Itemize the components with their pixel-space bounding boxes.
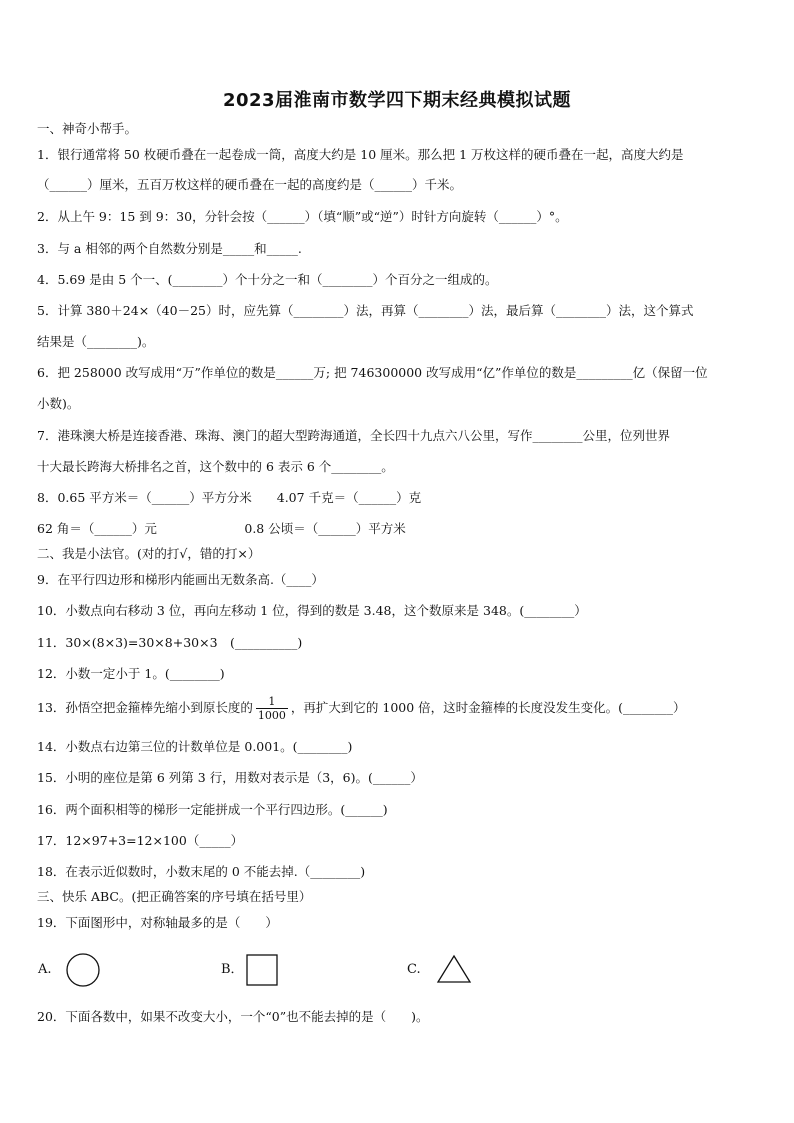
page-title: 2023届淮南市数学四下期末经典模拟试题 xyxy=(222,90,572,111)
question-8-line-1: 8．0.65 平方米＝（______）平方分米 4.07 千克＝（______）克 xyxy=(37,490,422,505)
question-13-prefix: 13．孙悟空把金箍棒先缩小到原长度的 xyxy=(37,700,253,715)
section-heading-1: 一、神奇小帮手。 xyxy=(37,121,138,136)
triangle-shape-icon xyxy=(437,955,473,985)
question-13 xyxy=(37,693,759,723)
question-6-line-2: 小数)。 xyxy=(37,396,80,411)
question-13-suffix: ，再扩大到它的 1000 倍，这时金箍棒的长度没发生变化。(________） xyxy=(290,700,686,715)
question-3: 3．与 a 相邻的两个自然数分别是_____和_____. xyxy=(37,241,302,256)
fraction-numerator: 1 xyxy=(256,695,288,709)
question-17: 17．12×97+3=12×100（_____） xyxy=(37,833,244,848)
section-heading-3: 三、快乐 ABC。(把正确答案的序号填在括号里） xyxy=(37,889,312,904)
question-14: 14．小数点右边第三位的计数单位是 0.001。(________) xyxy=(37,739,353,754)
option-a-label: A. xyxy=(38,962,52,977)
question-19: 19．下面图形中，对称轴最多的是（ ） xyxy=(37,915,278,930)
fraction-denominator: 1000 xyxy=(257,709,286,722)
question-5-line-2: 结果是（________)。 xyxy=(37,334,155,349)
circle-shape-icon xyxy=(66,953,102,989)
question-18: 18．在表示近似数时，小数末尾的 0 不能去掉.（________) xyxy=(37,864,366,879)
question-12: 12．小数一定小于 1。(________) xyxy=(37,666,225,681)
question-20: 20．下面各数中，如果不改变大小，一个“0”也不能去掉的是（ )。 xyxy=(37,1009,429,1024)
question-11: 11．30×(8×3)=30×8+30×3 (__________) xyxy=(37,635,303,650)
question-7-line-2: 十大最长跨海大桥排名之首，这个数中的 6 表示 6 个________。 xyxy=(37,459,394,474)
question-5-line-1: 5．计算 380＋24×（40－25）时，应先算（________）法，再算（________）法，最后算（________）法，这个算式 xyxy=(37,303,694,318)
question-1-line-2: （______）厘米，五百万枚这样的硬币叠在一起的高度约是（______）千米。 xyxy=(37,177,463,192)
question-10: 10．小数点向右移动 3 位，再向左移动 1 位，得到的数是 3.48，这个数原来是 348。(________） xyxy=(37,603,587,618)
question-2: 2．从上午 9：15 到 9：30，分针会按（______）（填“顺”或“逆”）时针方向旋转（______）°。 xyxy=(37,209,568,224)
question-8-line-2: 62 角＝（______）元 0.8 公顷＝（______）平方米 xyxy=(37,521,406,536)
question-7-line-1: 7．港珠澳大桥是连接香港、珠海、澳门的超大型跨海通道，全长四十九点六八公里，写作________公里，位列世界 xyxy=(37,428,670,443)
question-1-line-1: 1．银行通常将 50 枚硬币叠在一起卷成一筒，高度大约是 10 厘米。那么把 1 万枚这样的硬币叠在一起，高度大约是 xyxy=(37,147,684,162)
question-16: 16．两个面积相等的梯形一定能拼成一个平行四边形。(______) xyxy=(37,802,388,817)
fraction-one-thousandth xyxy=(256,695,288,722)
question-4: 4．5.69 是由 5 个一、(________）个十分之一和（________）个百分之一组成的。 xyxy=(37,272,498,287)
option-c-label: C. xyxy=(407,962,421,977)
option-b-label: B． xyxy=(221,962,244,977)
square-shape-icon xyxy=(246,954,280,988)
section-heading-2: 二、我是小法官。(对的打√，错的打×） xyxy=(37,546,261,561)
question-6-line-1: 6．把 258000 改写成用“万”作单位的数是______万; 把 746300000 改写成用“亿”作单位的数是_________亿（保留一位 xyxy=(37,365,708,380)
question-15: 15．小明的座位是第 6 列第 3 行，用数对表示是（3，6)。(______） xyxy=(37,770,423,785)
question-9: 9．在平行四边形和梯形内能画出无数条高.（____） xyxy=(37,572,324,587)
